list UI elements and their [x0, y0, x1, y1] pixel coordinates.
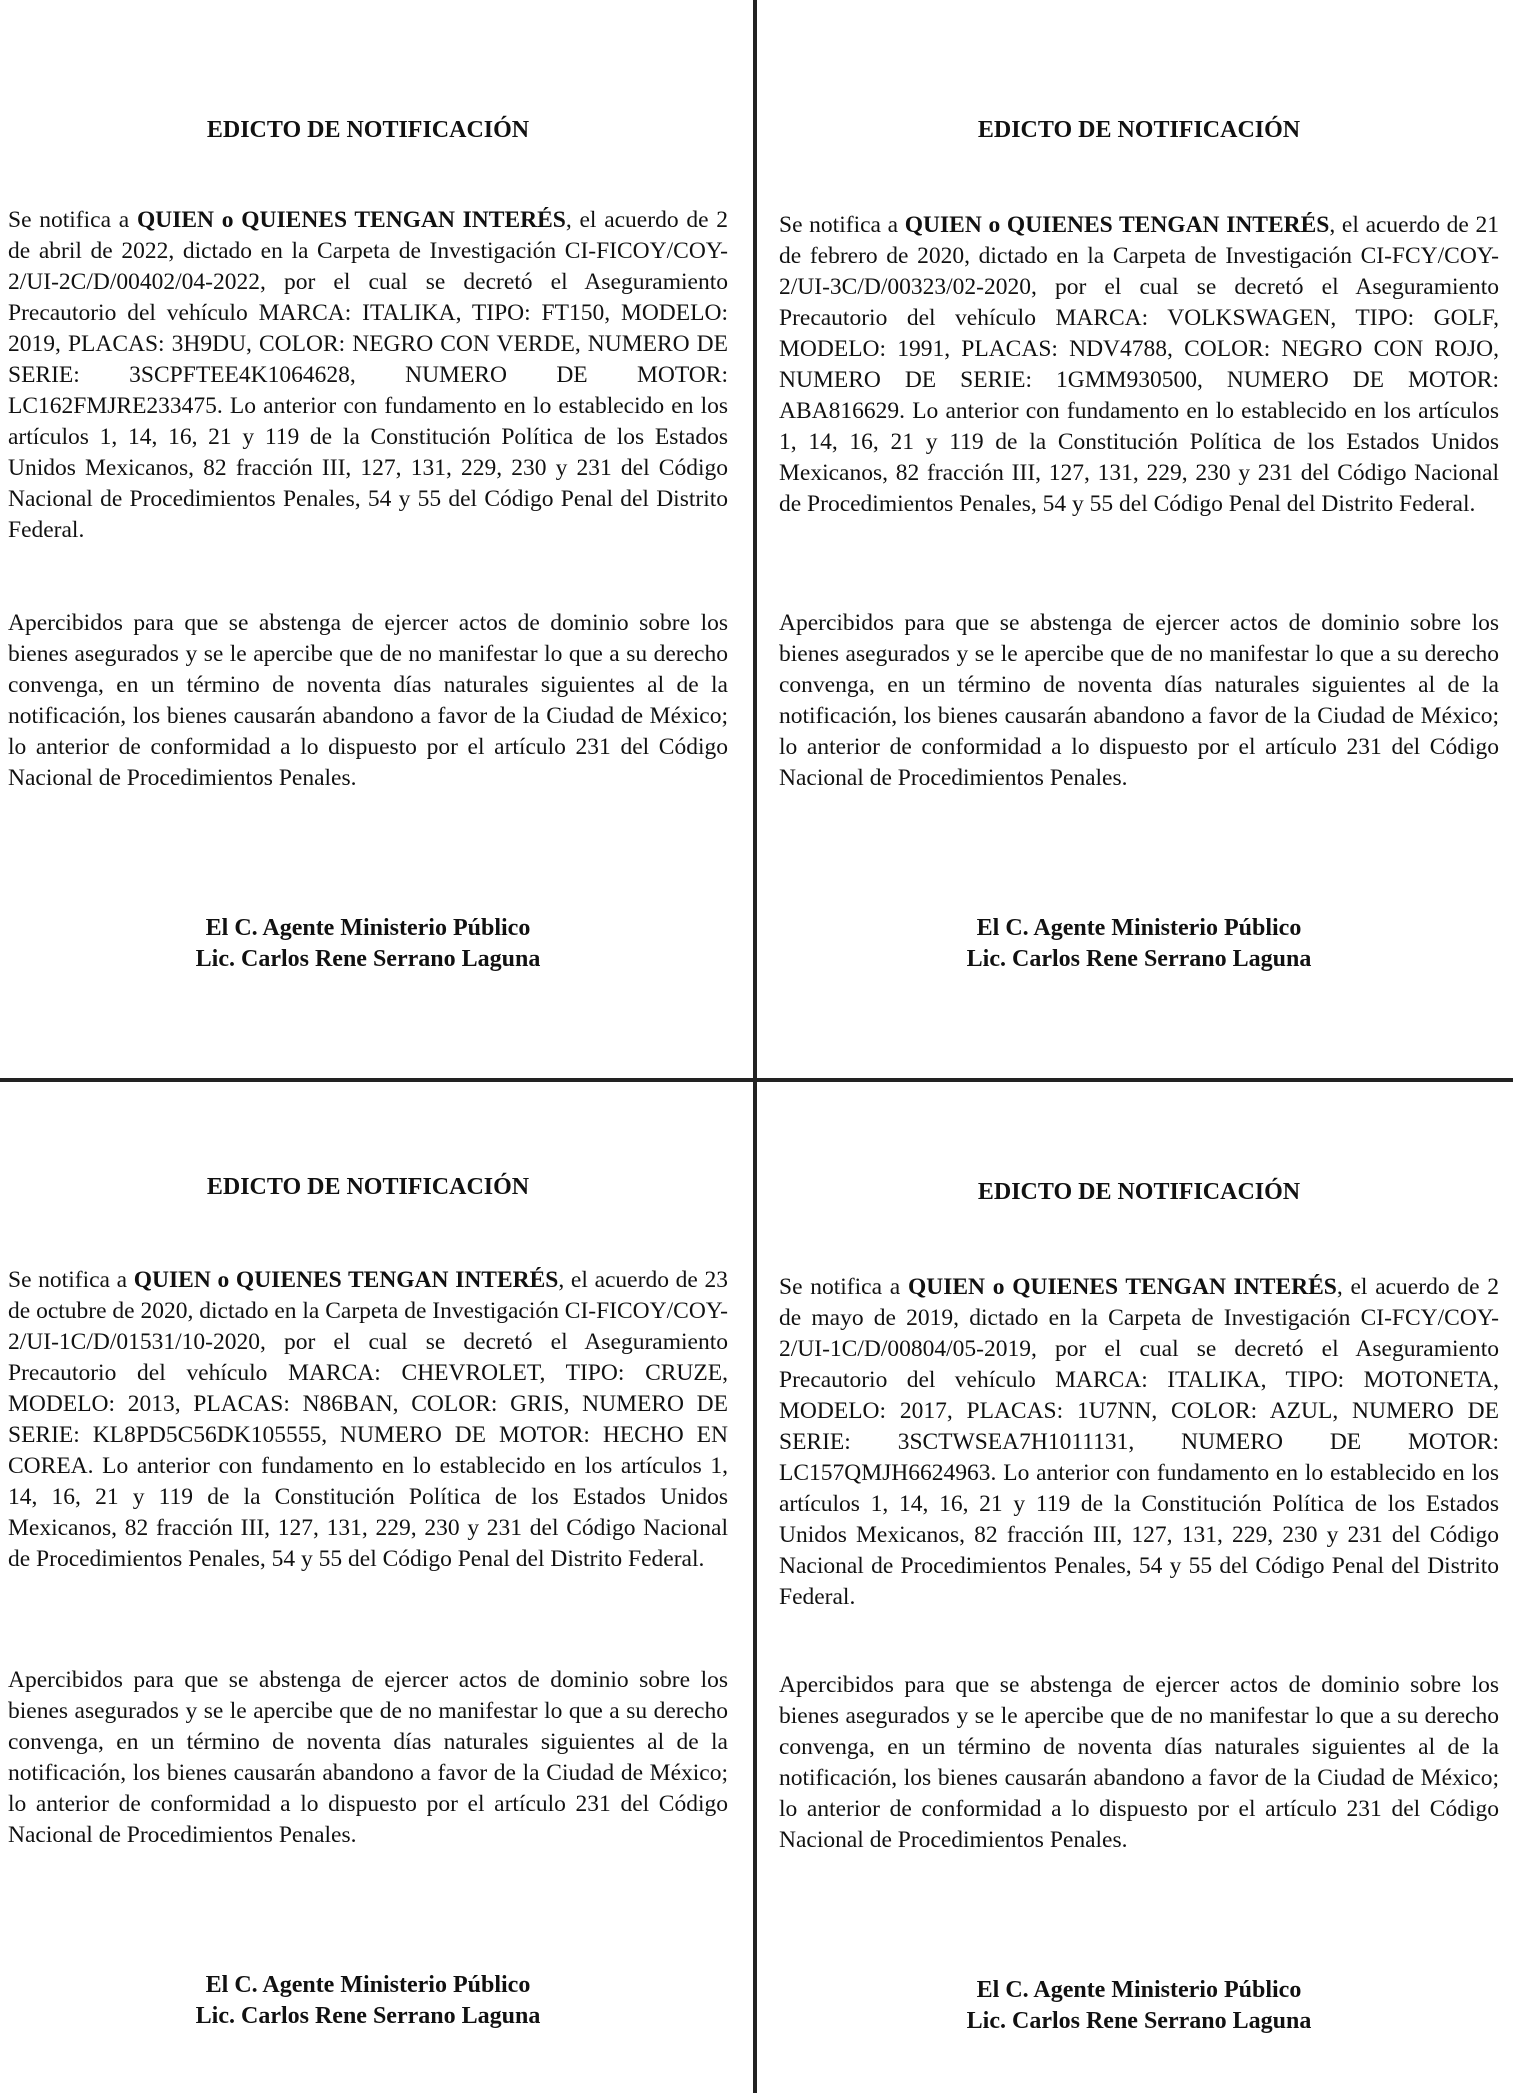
- edict-warning: Apercibidos para que se abstenga de ejercer actos de dominio sobre los bienes asegurados y se le apercibe que de no manifestar lo que a su derecho convenga, en un término de noventa días naturales siguientes al de la notificación, los bienes causarán abandono a favor de la Ciudad de México; lo anterior de conformidad a lo dispuesto por el artículo 231 del Código Nacional de Procedimientos Penales.: [8, 610, 728, 791]
- recipients: QUIEN o QUIENES TENGAN INTERÉS: [136, 207, 566, 233]
- edict-warning: Apercibidos para que se abstenga de ejercer actos de dominio sobre los bienes asegurados y se le apercibe que de no manifestar lo que a su derecho convenga, en un término de noventa días naturales siguientes al de la notificación, los bienes causarán abandono a favor de la Ciudad de México; lo anterior de conformidad a lo dispuesto por el artículo 231 del Código Nacional de Procedimientos Penales.: [8, 1667, 728, 1848]
- edict-title: EDICTO DE NOTIFICACIÓN: [206, 117, 530, 143]
- edict-body: [779, 210, 1499, 520]
- signer-role: El C. Agente Ministerio Público: [205, 915, 531, 941]
- signature-block: [779, 913, 1499, 975]
- edict-warning: Apercibidos para que se abstenga de ejercer actos de dominio sobre los bienes asegurados y se le apercibe que de no manifestar lo que a su derecho convenga, en un término de noventa días naturales siguientes al de la notificación, los bienes causarán abandono a favor de la Ciudad de México; lo anterior de conformidad a lo dispuesto por el artículo 231 del Código Nacional de Procedimientos Penales.: [779, 610, 1499, 791]
- signature-block: [779, 1975, 1499, 2037]
- signer-role: El C. Agente Ministerio Público: [976, 915, 1302, 941]
- body-text: , el acuerdo de 2 de mayo de 2019, dictado en la Carpeta de Investigación CI-FCY/COY-2/UI-1C/D/00804/05-2019, por el cual se decretó el Aseguramiento Precautorio del vehículo MARCA: ITALIKA, TIPO: MOTONETA, MODELO: 2017, PLACAS: 1U7NN, COLOR: AZUL, NUMERO DE SERIE: 3SCTWSEA7H1011131, NUMERO DE MOTOR: LC157QMJH6624963. Lo anterior con fundamento en lo establecido en los artículos 1, 14, 16, 21 y 119 de la Constitución Política de los Estados Unidos Mexicanos, 82 fracción III, 127, 131, 229, 230 y 231 del Código Nacional de Procedimientos Penales, 54 y 55 del Código Penal del Distrito Federal.: [779, 1274, 1499, 1610]
- edict-title: EDICTO DE NOTIFICACIÓN: [977, 117, 1301, 143]
- body-text: , el acuerdo de 2 de abril de 2022, dictado en la Carpeta de Investigación CI-FICOY/COY-2/UI-2C/D/00402/04-2022, por el cual se decretó el Aseguramiento Precautorio del vehículo MARCA: ITALIKA, TIPO: FT150, MODELO: 2019, PLACAS: 3H9DU, COLOR: NEGRO CON VERDE, NUMERO DE SERIE: 3SCPFTEE4K1064628, NUMERO DE MOTOR: LC162FMJRE233475. Lo anterior con fundamento en lo establecido en los artículos 1, 14, 16, 21 y 119 de la Constitución Política de los Estados Unidos Mexicanos, 82 fracción III, 127, 131, 229, 230 y 231 del Código Nacional de Procedimientos Penales, 54 y 55 del Código Penal del Distrito Federal.: [8, 207, 728, 543]
- signature-block: [8, 1970, 728, 2032]
- body-text: , el acuerdo de 21 de febrero de 2020, dictado en la Carpeta de Investigación CI-FCY/COY-2/UI-3C/D/00323/02-2020, por el cual se decretó el Aseguramiento Precautorio del vehículo MARCA: VOLKSWAGEN, TIPO: GOLF, MODELO: 1991, PLACAS: NDV4788, COLOR: NEGRO CON ROJO, NUMERO DE SERIE: 1GMM930500, NUMERO DE MOTOR: ABA816629. Lo anterior con fundamento en lo establecido en los artículos 1, 14, 16, 21 y 119 de la Constitución Política de los Estados Unidos Mexicanos, 82 fracción III, 127, 131, 229, 230 y 231 del Código Nacional de Procedimientos Penales, 54 y 55 del Código Penal del Distrito Federal.: [779, 212, 1499, 517]
- intro-text: Se notifica a: [8, 207, 137, 233]
- vertical-divider: [753, 0, 757, 2093]
- signer-name: Lic. Carlos Rene Serrano Laguna: [195, 946, 541, 972]
- recipients: QUIEN o QUIENES TENGAN INTERÉS: [907, 1274, 1337, 1300]
- recipients: QUIEN o QUIENES TENGAN INTERÉS: [133, 1267, 559, 1293]
- intro-text: Se notifica a: [779, 1274, 908, 1300]
- intro-text: Se notifica a: [779, 212, 905, 238]
- horizontal-divider: [0, 1078, 1513, 1082]
- edict-title: EDICTO DE NOTIFICACIÓN: [977, 1179, 1301, 1205]
- signer-name: Lic. Carlos Rene Serrano Laguna: [195, 2003, 541, 2029]
- signer-role: El C. Agente Ministerio Público: [976, 1977, 1302, 2003]
- edict-body: [8, 205, 728, 546]
- edict-body: [8, 1265, 728, 1575]
- signer-name: Lic. Carlos Rene Serrano Laguna: [966, 946, 1312, 972]
- signer-role: El C. Agente Ministerio Público: [205, 1972, 531, 1998]
- signer-name: Lic. Carlos Rene Serrano Laguna: [966, 2008, 1312, 2034]
- signature-block: [8, 913, 728, 975]
- recipients: QUIEN o QUIENES TENGAN INTERÉS: [904, 212, 1330, 238]
- edict-title: EDICTO DE NOTIFICACIÓN: [206, 1174, 530, 1200]
- body-text: , el acuerdo de 23 de octubre de 2020, dictado en la Carpeta de Investigación CI-FICOY/COY-2/UI-1C/D/01531/10-2020, por el cual se decretó el Aseguramiento Precautorio del vehículo MARCA: CHEVROLET, TIPO: CRUZE, MODELO: 2013, PLACAS: N86BAN, COLOR: GRIS, NUMERO DE SERIE: KL8PD5C56DK105555, NUMERO DE MOTOR: HECHO EN COREA. Lo anterior con fundamento en lo establecido en los artículos 1, 14, 16, 21 y 119 de la Constitución Política de los Estados Unidos Mexicanos, 82 fracción III, 127, 131, 229, 230 y 231 del Código Nacional de Procedimientos Penales, 54 y 55 del Código Penal del Distrito Federal.: [8, 1267, 728, 1572]
- intro-text: Se notifica a: [8, 1267, 134, 1293]
- edict-warning: Apercibidos para que se abstenga de ejercer actos de dominio sobre los bienes asegurados y se le apercibe que de no manifestar lo que a su derecho convenga, en un término de noventa días naturales siguientes al de la notificación, los bienes causarán abandono a favor de la Ciudad de México; lo anterior de conformidad a lo dispuesto por el artículo 231 del Código Nacional de Procedimientos Penales.: [779, 1672, 1499, 1853]
- edict-body: [779, 1272, 1499, 1613]
